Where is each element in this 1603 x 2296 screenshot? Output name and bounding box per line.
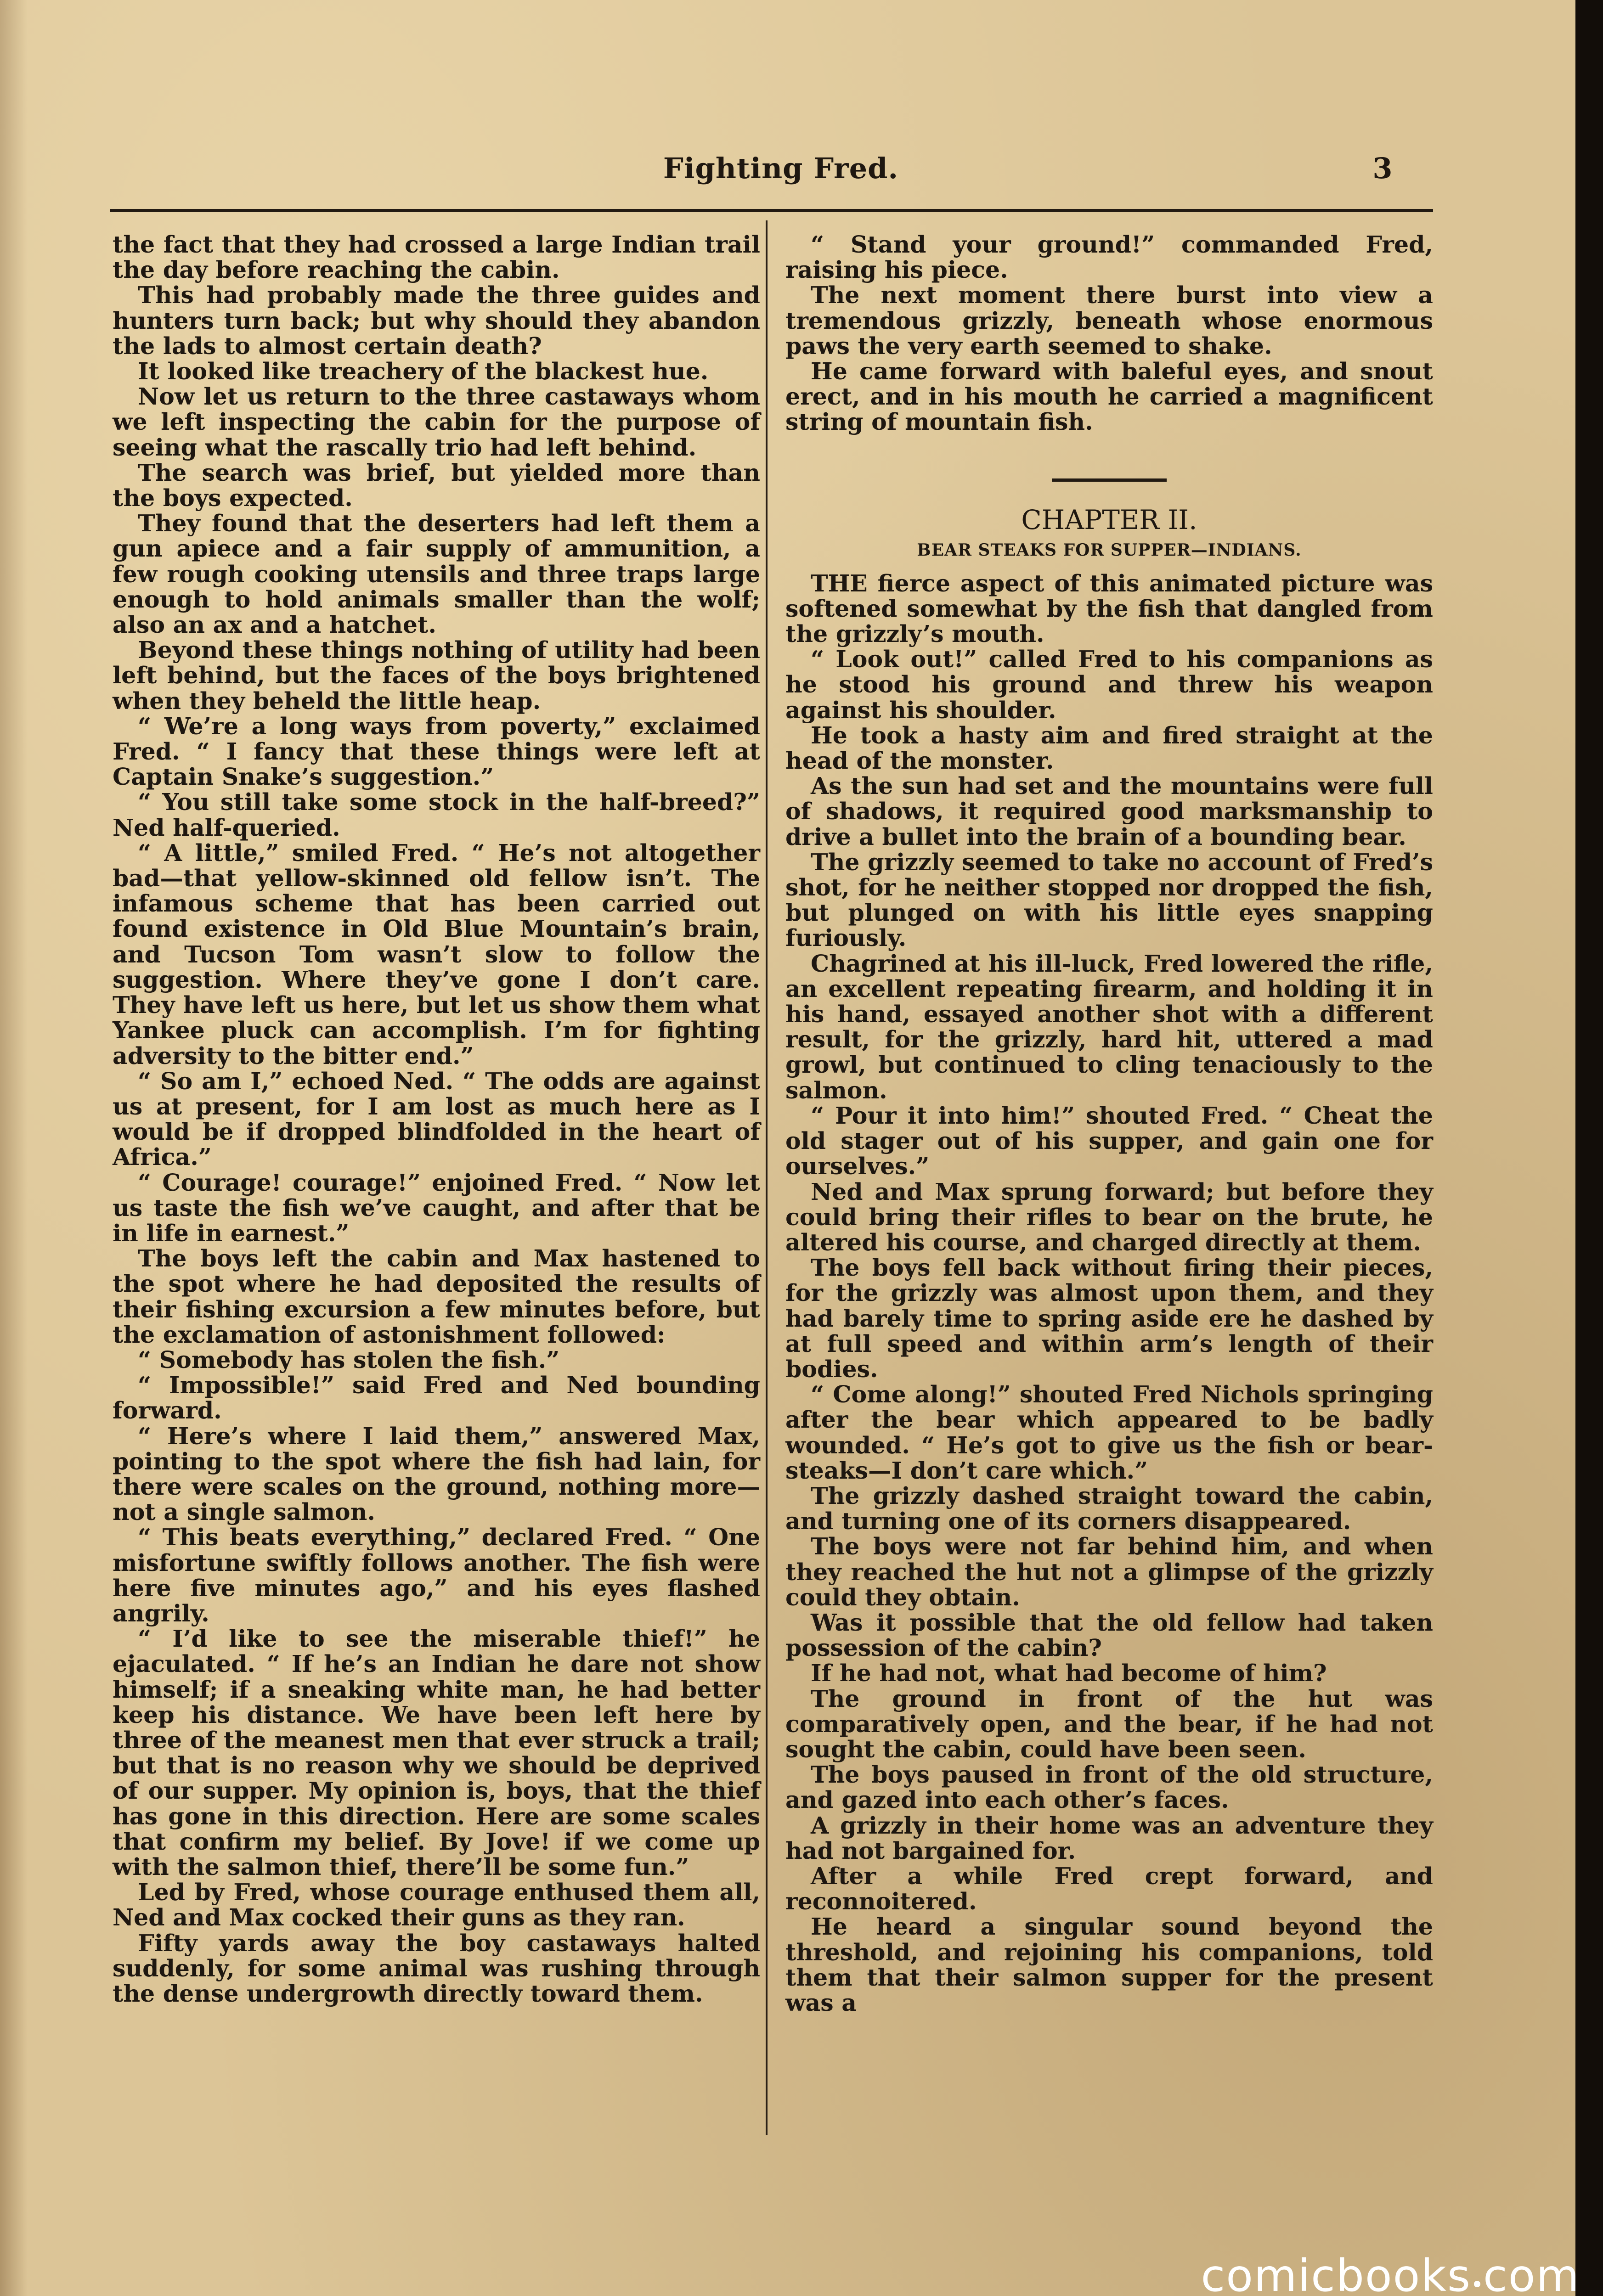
paragraph: Led by Fred, whose courage enthused them all, Ned and Max cocked their guns as they ran. bbox=[113, 1879, 760, 1931]
paragraph: Ned and Max sprung forward; but before they could bring their rifles to bear on the brute, he altered his course, and charged directly at them. bbox=[785, 1178, 1433, 1256]
paragraph: As the sun had set and the mountains were full of shadows, it required good marksmanship to drive a bullet into the brain of a bounding bear. bbox=[785, 772, 1433, 850]
paragraph: After a while Fred crept forward, and reconnoitered. bbox=[785, 1862, 1433, 1915]
paragraph: “ Impossible!” said Fred and Ned bounding forward. bbox=[113, 1372, 760, 1424]
chapter-rule bbox=[1052, 478, 1167, 482]
left-column bbox=[113, 232, 760, 2006]
paragraph: “ We’re a long ways from poverty,” exclaimed Fred. “ I fancy that these things were left at Captain Snake’s suggestion.” bbox=[113, 712, 760, 791]
running-title: Fighting Fred. bbox=[663, 152, 899, 185]
right-column bbox=[785, 232, 1433, 2015]
chapter-subtitle: BEAR STEAKS FOR SUPPER—INDIANS. bbox=[917, 540, 1302, 560]
paragraph: He came forward with baleful eyes, and snout erect, and in his mouth he carried a magnificent string of mountain fish. bbox=[785, 358, 1433, 436]
paragraph: “ Here’s where I laid them,” answered Max, pointing to the spot where the fish had lain, for there were scales on the ground, nothing more—not a single salmon. bbox=[113, 1422, 760, 1526]
paragraph: It looked like treachery of the blackest hue. bbox=[138, 358, 709, 385]
paragraph: “ Look out!” called Fred to his companions as he stood his ground and threw his weapon against his shoulder. bbox=[785, 646, 1433, 724]
paragraph: “ Stand your ground!” commanded Fred, raising his piece. bbox=[785, 231, 1433, 284]
paragraph: The grizzly dashed straight toward the cabin, and turning one of its corners disappeared. bbox=[785, 1482, 1433, 1535]
paragraph: THE fierce aspect of this animated picture was softened somewhat by the fish that dangled from the grizzly’s mouth. bbox=[785, 569, 1433, 648]
paragraph: “ So am I,” echoed Ned. “ The odds are against us at present, for I am lost as much here as I would be if dropped blindfolded in the heart of Africa.” bbox=[113, 1067, 760, 1171]
paragraph: “ You still take some stock in the half-breed?” Ned half-queried. bbox=[113, 788, 760, 841]
paragraph: The search was brief, but yielded more than the boys expected. bbox=[113, 459, 760, 512]
page-edge-shadow bbox=[1575, 0, 1603, 2296]
paragraph: The boys paused in front of the old structure, and gazed into each other’s faces. bbox=[785, 1761, 1433, 1814]
paragraph: The grizzly seemed to take no account of Fred’s shot, for he neither stopped nor dropped the fish, but plunged on with his little eyes snapping furiously. bbox=[785, 848, 1433, 952]
paragraph: The boys fell back without firing their pieces, for the grizzly was almost upon them, and they had barely time to spring aside ere he dashed by at full speed and within arm’s length of their bodies. bbox=[785, 1254, 1433, 1383]
paragraph: “ Somebody has stolen the fish.” bbox=[138, 1346, 560, 1373]
paragraph: Now let us return to the three castaways whom we left inspecting the cabin for the purpose of seeing what the rascally trio had left behind. bbox=[113, 383, 760, 461]
watermark-tld: com bbox=[1483, 2250, 1580, 2296]
chapter-title: CHAPTER II. bbox=[1021, 504, 1197, 535]
paragraph: The boys were not far behind him, and when they reached the hut not a glimpse of the grizzly could they obtain. bbox=[785, 1533, 1433, 1611]
paragraph: Was it possible that the old fellow had taken possession of the cabin? bbox=[785, 1609, 1433, 1662]
paragraph: The next moment there burst into view a tremendous grizzly, beneath whose enormous paws the very earth seemed to shake. bbox=[785, 281, 1433, 360]
paragraph: “ Pour it into him!” shouted Fred. “ Cheat the old stager out of his supper, and gain one for ourselves.” bbox=[785, 1102, 1433, 1180]
paragraph: He took a hasty aim and fired straight at the head of the monster. bbox=[785, 721, 1433, 775]
page-number: 3 bbox=[1372, 152, 1393, 185]
watermark-dot bbox=[1474, 2281, 1480, 2287]
paragraph: Chagrined at his ill-luck, Fred lowered the rifle, an excellent repeating firearm, and holding it in his hand, essayed another shot with a different result, for the grizzly, hard hit, uttered a mad growl, but continued to cling tenaciously to the salmon. bbox=[785, 950, 1433, 1104]
paragraph: “ Courage! courage!” enjoined Fred. “ Now let us taste the fish we’ve caught, and after that be in life in earnest.” bbox=[113, 1169, 760, 1247]
paragraph: A grizzly in their home was an adventure they had not bargained for. bbox=[785, 1812, 1433, 1864]
paragraph: They found that the deserters had left them a gun apiece and a fair supply of ammunition, a few rough cooking utensils and three traps large enough to hold animals smaller than the wolf; also an ax and a hatchet. bbox=[113, 510, 760, 639]
paragraph: The ground in front of the hut was comparatively open, and the bear, if he had not sought the cabin, could have been seen. bbox=[785, 1685, 1433, 1763]
paragraph: Fifty yards away the boy castaways halted suddenly, for some animal was rushing through the dense undergrowth directly toward them. bbox=[113, 1929, 760, 2008]
paragraph: “ A little,” smiled Fred. “ He’s not altogether bad—that yellow-skinned old fellow isn’t. The infamous scheme that has been carried out found existence in Old Blue Mountain’s brain, and Tucson Tom wasn’t slow to follow the suggestion. Where they’ve gone I don’t care. They have left us here, but let us show them what Yankee pluck can accomplish. I’m for fighting adversity to the bitter end.” bbox=[113, 839, 760, 1069]
paragraph: “ Come along!” shouted Fred Nichols springing after the bear which appeared to be badly wounded. “ He’s got to give us the fish or bear-steaks—I don’t care which.” bbox=[785, 1381, 1433, 1484]
paragraph: If he had not, what had become of him? bbox=[811, 1660, 1327, 1687]
paragraph: This had probably made the three guides and hunters turn back; but why should they abandon the lads to almost certain death? bbox=[113, 281, 760, 360]
column-divider bbox=[766, 220, 768, 2135]
paragraph: “ I’d like to see the miserable thief!” he ejaculated. “ If he’s an Indian he dare not show himself; if a sneaking white man, he had better keep his distance. We have been left here by three of the meanest men that ever struck a trail; but that is no reason why we should be deprived of our supper. My opinion is, boys, that the thief has gone in this direction. Here are some scales that confirm my belief. By Jove! if we come up with the salmon thief, there’ll be some fun.” bbox=[113, 1625, 760, 1880]
site-watermark bbox=[1121, 2250, 1580, 2296]
watermark-name: comicbooks bbox=[1201, 2250, 1471, 2296]
paragraph: the fact that they had crossed a large Indian trail the day before reaching the cabin. bbox=[113, 231, 760, 284]
header-rule bbox=[110, 209, 1433, 212]
paragraph: The boys left the cabin and Max hastened to the spot where he had deposited the results of their fishing excursion a few minutes before, but the exclamation of astonishment followed: bbox=[113, 1245, 760, 1348]
paragraph: “ This beats everything,” declared Fred. “ One misfortune swiftly follows another. The fish were here five minutes ago,” and his eyes flashed angrily. bbox=[113, 1524, 760, 1627]
paragraph: He heard a singular sound beyond the threshold, and rejoining his companions, told them that their salmon supper for the present was a bbox=[785, 1913, 1433, 2016]
paragraph: Beyond these things nothing of utility had been left behind, but the faces of the boys brightened when they beheld the little heap. bbox=[113, 636, 760, 715]
